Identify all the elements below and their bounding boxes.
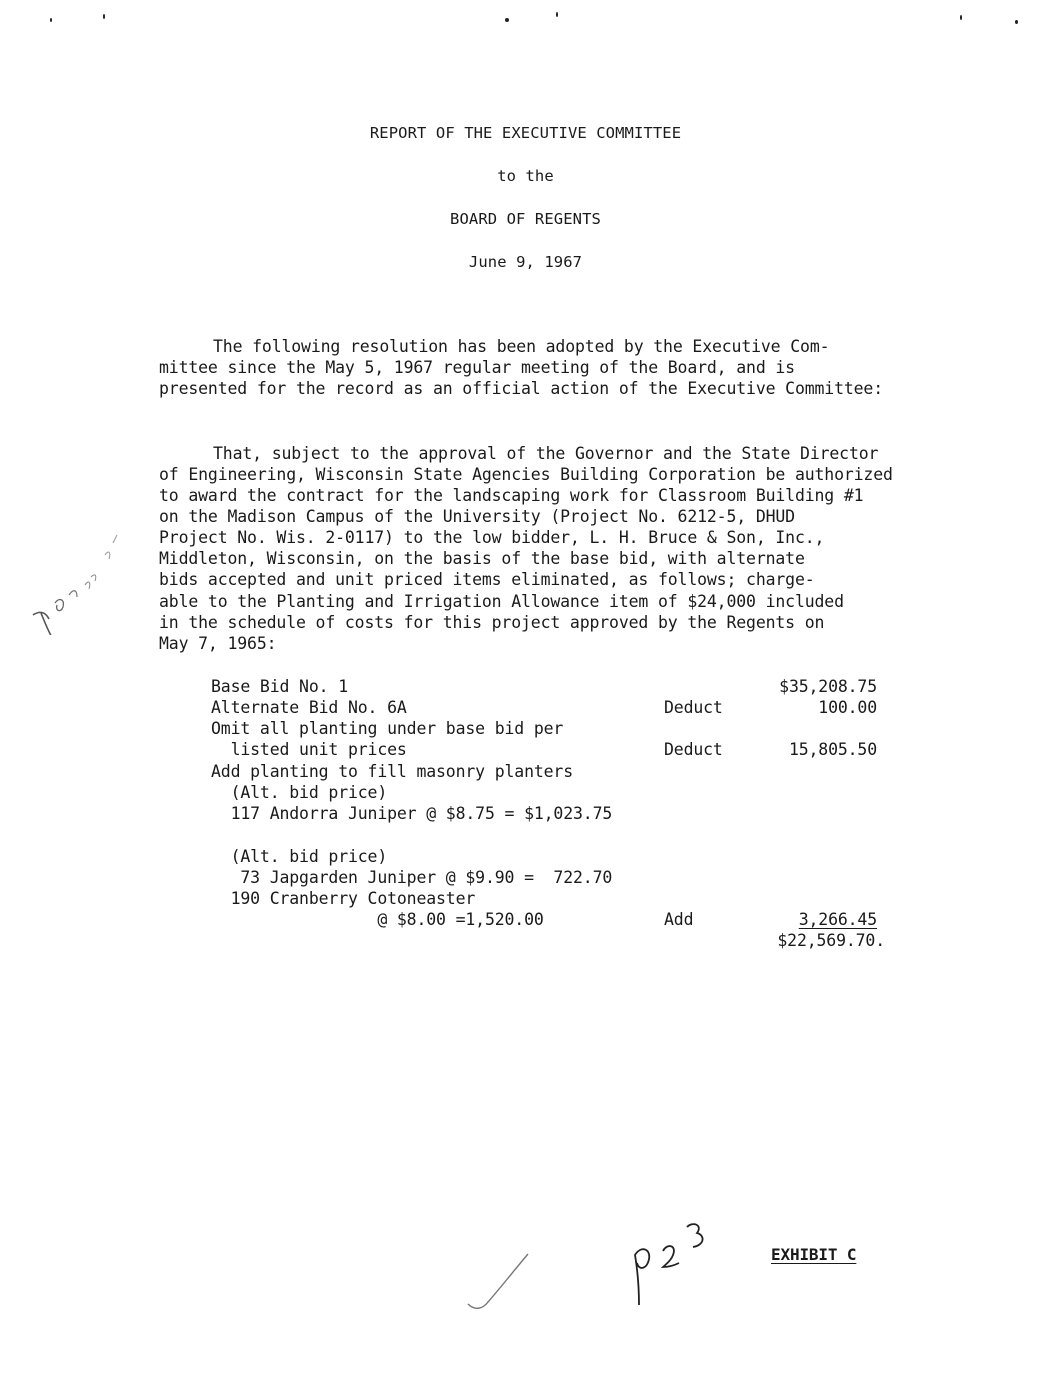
handwritten-checkmark <box>462 1248 542 1318</box>
bid-row-amount: 15,805.50 <box>788 740 877 759</box>
scan-speck <box>505 18 509 22</box>
bid-row-action: Deduct <box>664 698 723 717</box>
report-to: to the <box>497 167 554 185</box>
resolution-line: of Engineering, Wisconsin State Agencies Building Corporation be authorized <box>159 465 893 484</box>
bid-row-desc: Alternate Bid No. 6A <box>211 698 407 717</box>
scan-speck <box>556 12 558 17</box>
intro-line: presented for the record as an official action of the Executive Committee: <box>159 379 884 398</box>
resolution-line: Project No. Wis. 2-0117) to the low bidder, L. H. Bruce & Son, Inc., <box>159 528 825 547</box>
bid-row-desc: (Alt. bid price) <box>211 783 388 802</box>
bid-row-desc: Base Bid No. 1 <box>211 677 348 696</box>
bid-row-desc: 190 Cranberry Cotoneaster <box>211 889 476 908</box>
bid-row-amount: 100.00 <box>818 698 877 717</box>
resolution-line: May 7, 1965: <box>159 634 277 653</box>
bid-row-desc: listed unit prices <box>211 740 407 759</box>
resolution-line: on the Madison Campus of the University (Project No. 6212-5, DHUD <box>159 507 795 526</box>
resolution-line: That, subject to the approval of the Governor and the State Director <box>213 444 879 463</box>
bid-row-amount: 3,266.45 <box>798 910 877 929</box>
scan-speck <box>50 18 52 22</box>
bid-row-action: Deduct <box>664 740 723 759</box>
scan-speck <box>1015 20 1018 24</box>
bid-total: $22,569.70. <box>777 931 885 950</box>
resolution-line: to award the contract for the landscaping work for Classroom Building #1 <box>159 486 864 505</box>
bid-row-desc: @ $8.00 =1,520.00 <box>211 910 544 929</box>
scan-speck <box>960 15 962 20</box>
bid-row-desc: 117 Andorra Juniper @ $8.75 = $1,023.75 <box>211 804 613 823</box>
margin-handwriting <box>25 515 135 635</box>
intro-line: The following resolution has been adopted by the Executive Com- <box>213 337 830 356</box>
resolution-line: Middleton, Wisconsin, on the basis of the base bid, with alternate <box>159 549 805 568</box>
bid-row-desc: 73 Japgarden Juniper @ $9.90 = 722.70 <box>211 868 613 887</box>
intro-line: mittee since the May 5, 1967 regular meeting of the Board, and is <box>159 358 795 377</box>
exhibit-label: EXHIBIT C <box>771 1245 857 1264</box>
report-board: BOARD OF REGENTS <box>450 210 601 228</box>
resolution-line: able to the Planting and Irrigation Allowance item of $24,000 included <box>159 592 844 611</box>
bid-row-action: Add <box>664 910 694 929</box>
report-date: June 9, 1967 <box>468 253 583 271</box>
bid-row-desc: (Alt. bid price) <box>211 847 388 866</box>
resolution-line: bids accepted and unit priced items eliminated, as follows; charge- <box>159 570 815 589</box>
bid-row-desc: Add planting to fill masonry planters <box>211 762 574 781</box>
bid-row-amount: $35,208.75 <box>779 677 877 696</box>
resolution-line: in the schedule of costs for this project approved by the Regents on <box>159 613 825 632</box>
report-title: REPORT OF THE EXECUTIVE COMMITTEE <box>369 124 682 142</box>
handwritten-page-number <box>625 1215 715 1310</box>
bid-row-desc: Omit all planting under base bid per <box>211 719 564 738</box>
scan-speck <box>103 14 105 19</box>
